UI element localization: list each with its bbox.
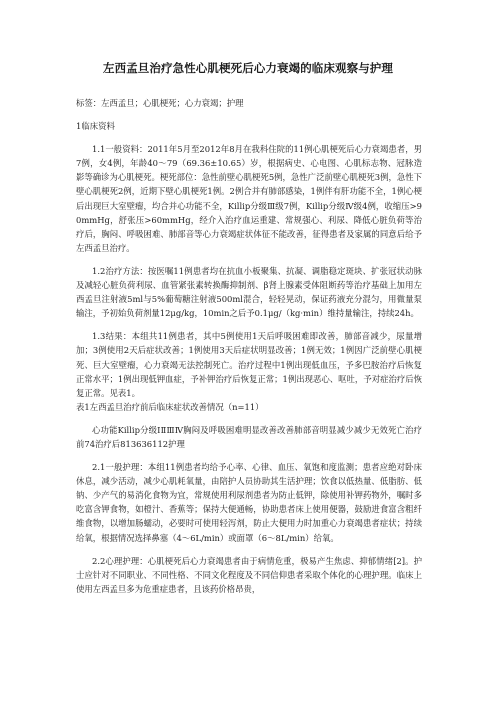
- paragraph-general-nursing: 2.1一般护理：本组11例患者均给予心率、心律、血压、氧饱和度监测；患者应绝对卧床休息，减少活动，减少心肌耗氧量，由陪护人员协助其生活护理；饮食以低热量、低脂肪、低钠、少产气的易消化食物为宜，常规使用利尿剂患者为防止低钾，除使用补钾药物外，嘱时多吃富含钾食物，如橙汁、香蕉等；保持大便通畅，协助患者床上使用便器，鼓励进食富含粗纤维食物，以增加肠蠕动，必要时可使用轻泻剂，防止大便用力时加重心力衰竭患者症状；持续给氧，根据情况选择鼻塞（4～6L/min）或面罩（6～8L/min）给氧。: [76, 462, 422, 543]
- table-content-row: 心功能Killip分级ⅠⅡⅢⅣ胸闷及呼吸困难明显改善改善肺部音明显减少减少无效死亡治疗前74治疗后813636112护理: [76, 424, 422, 449]
- document-title: 左西孟旦治疗急性心肌梗死后心力衰竭的临床观察与护理: [103, 61, 393, 75]
- paragraph-treatment-method: 1.2治疗方法：按医嘱11例患者均在抗血小板聚集、抗凝、调脂稳定斑块、扩张冠状动脉及减轻心脏负荷利尿、血管紧张素转换酶抑制剂、β肾上腺素受体阻断药等治疗基础上加用左西孟旦注射液5ml与5%葡萄糖注射液500ml混合，轻轻晃动，保证药液充分混匀，用微量泵输注，予初始负荷剂量12μg/kg，10min之后予0.1μg/（kg·min）维持量输注，持续24h。: [76, 265, 422, 319]
- keywords-line: 标签：左西孟旦；心肌梗死；心力衰竭；护理: [76, 98, 244, 108]
- document-body: [76, 96, 422, 605]
- paragraph-results: 1.3结果：本组共11例患者，其中5例使用1天后呼吸困难即改善，肺部音减少，尿量增加；3例使用2天后症状改善；1例使用3天后症状明显改善；1例无效；1例因广泛前壁心肌梗死、巨大室壁瘤，心力衰竭无法控制死亡。治疗过程中1例出现低血压，予多巴胺治疗后恢复正常水平；1例出现低钾血症，予补钾治疗后恢复正常；1例出现恶心、呕吐，予对症治疗后恢复正常。见表1。: [76, 331, 422, 398]
- paragraph-general-data: 1.1一般资料：2011年5月至2012年8月在我科住院的11例心肌梗死后心力衰竭患者，男7例，女4例，年龄40～79（69.36±10.65）岁，根据病史、心电图、心肌标志物、冠脉造影等确诊为心肌梗死。梗死部位：急性前壁心肌梗死5例，急性广泛前壁心肌梗死3例，急性下壁心肌梗死2例，近期下壁心肌梗死1例。2例合并有肺部感染，1例伴有肝功能不全，1例心梗后出现巨大室壁瘤，均合并心功能不全，Killip分级Ⅲ级7例，Killip分级Ⅳ级4例，收缩压>90mmHg，舒张压>60mmHg，经介入治疗血运重建、常规强心、利尿、降低心脏负荷等治疗后，胸闷、呼吸困难、肺部音等心力衰竭症状体征不能改善，征得患者及家属的同意后给予左西孟旦治疗。: [76, 144, 422, 253]
- paragraph-psychological-nursing: 2.2心理护理：心肌梗死后心力衰竭患者由于病情危重，极易产生焦虑、抑郁情绪[2]。护士应针对不同职业、不同性格、不同文化程度及不同信仰患者采取个体化的心理护理。临床上使用左西孟旦多为危重症患者，且该药价格昂贵，: [76, 555, 422, 594]
- section-heading-clinical-data: 1临床资料: [76, 121, 115, 132]
- table-caption: 表1左西孟旦治疗前后临床症状改善情况（n=11）: [76, 401, 264, 412]
